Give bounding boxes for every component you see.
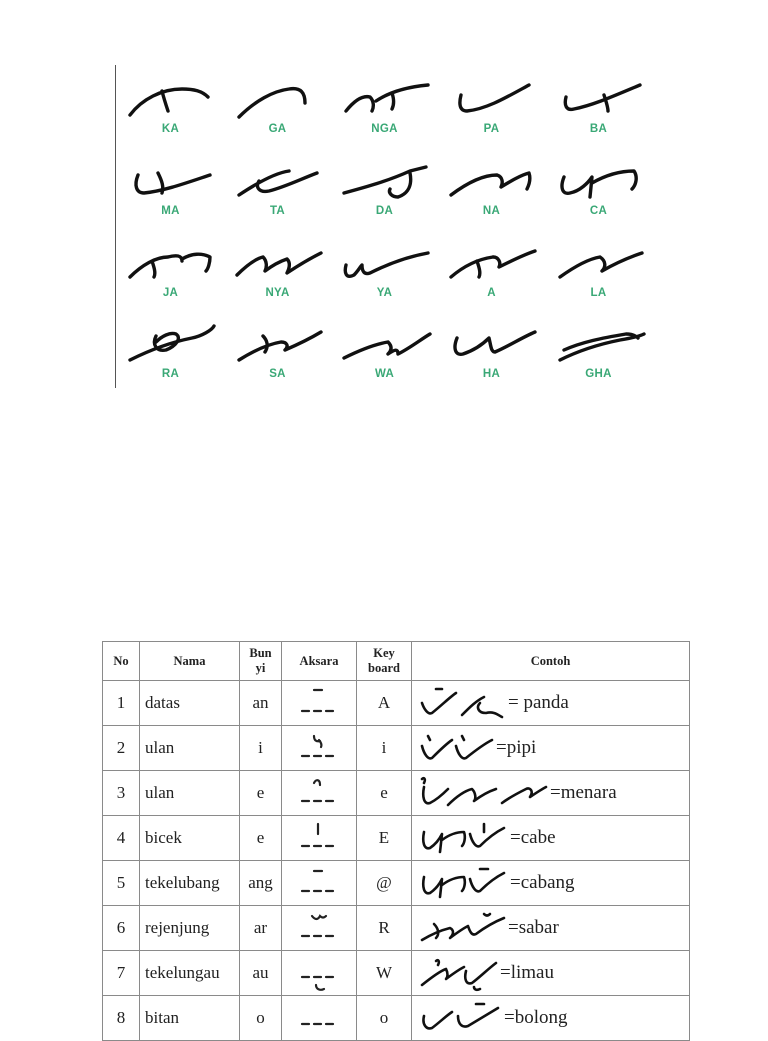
cell-no: 8 [103,996,140,1041]
table-row [103,906,690,951]
glyph-la [550,235,646,287]
glyph-ga [229,71,325,123]
cell-bunyi: i [240,726,282,771]
cell-keyboard: o [357,996,412,1041]
header-bunyi [240,642,282,681]
glyph-label: CA [589,205,608,217]
glyph-label: MA [161,205,180,217]
glyph-ya [336,235,432,287]
contoh-text: =limau [500,962,554,983]
glyph-nga [336,71,432,123]
glyph-cell-a [439,229,544,309]
cell-bunyi: au [240,951,282,996]
cell-no: 6 [103,906,140,951]
glyph-label: NGA [371,123,398,135]
cell-aksara [282,816,357,861]
cell-nama: datas [140,681,240,726]
table-row [103,951,690,996]
glyph-cell-ya [332,229,437,309]
glyph-cell-pa [439,65,544,145]
header-bunyi-line2: yi [255,661,266,675]
glyph-label: NA [482,205,501,217]
contoh-glyph-pipi [418,730,494,766]
glyph-ma [122,153,218,205]
contoh-text: =pipi [496,737,537,758]
cell-no: 2 [103,726,140,771]
glyph-label: HA [482,368,501,380]
glyph-label: LA [590,287,607,299]
cell-bunyi: ar [240,906,282,951]
cell-nama: bitan [140,996,240,1041]
glyph-gha [550,316,646,368]
glyph-cell-ha [439,310,544,390]
glyph-ta [229,153,325,205]
contoh-glyph-cabang [418,865,508,901]
glyph-cell-ta [225,147,330,227]
contoh-glyph-limau [418,955,498,991]
cell-keyboard: e [357,771,412,816]
glyph-da [336,153,432,205]
cell-aksara [282,951,357,996]
cell-bunyi: o [240,996,282,1041]
cell-contoh [412,726,690,771]
glyph-sa [229,316,325,368]
glyph-label: YA [376,287,393,299]
cell-aksara [282,996,357,1041]
glyph-label: PA [483,123,500,135]
glyph-label: SA [269,368,286,380]
cell-nama: bicek [140,816,240,861]
cell-keyboard: R [357,906,412,951]
header-no: No [103,642,140,681]
contoh-text: = panda [508,692,569,713]
cell-contoh [412,951,690,996]
contoh-text: =sabar [508,917,559,938]
glyph-ca [550,153,646,205]
table-row [103,726,690,771]
cell-nama: rejenjung [140,906,240,951]
glyph-pa [443,71,539,123]
aksara-mark-tekelubang [282,861,356,905]
cell-aksara [282,771,357,816]
cell-aksara [282,726,357,771]
glyph-cell-wa [332,310,437,390]
glyph-cell-ca [546,147,651,227]
header-aksara: Aksara [282,642,357,681]
contoh-text: =cabang [510,872,575,893]
aksara-consonant-chart [115,65,652,388]
glyph-cell-ra [118,310,223,390]
glyph-label: TA [269,205,286,217]
cell-keyboard: i [357,726,412,771]
cell-keyboard: W [357,951,412,996]
cell-aksara [282,861,357,906]
aksara-mark-ulan-i [282,726,356,770]
glyph-cell-sa [225,310,330,390]
cell-no: 4 [103,816,140,861]
glyph-label: GHA [585,368,612,380]
header-contoh: Contoh [412,642,690,681]
glyph-label: GA [268,123,287,135]
aksara-mark-bitan [282,996,356,1040]
cell-contoh [412,906,690,951]
glyph-cell-la [546,229,651,309]
table-row [103,861,690,906]
aksara-mark-tekelungau [282,951,356,995]
table-row [103,771,690,816]
cell-keyboard: E [357,816,412,861]
glyph-label: JA [162,287,179,299]
contoh-glyph-panda [418,685,506,721]
cell-contoh [412,996,690,1041]
contoh-glyph-sabar [418,910,506,946]
cell-bunyi: e [240,816,282,861]
cell-aksara [282,681,357,726]
cell-bunyi: ang [240,861,282,906]
header-keyboard-line1: Key [373,646,395,660]
cell-contoh [412,816,690,861]
sandangan-table [102,641,690,1041]
glyph-ba [550,71,646,123]
header-bunyi-line1: Bun [249,646,272,660]
cell-contoh [412,771,690,816]
cell-aksara [282,906,357,951]
contoh-glyph-bolong [418,1000,502,1036]
cell-contoh [412,681,690,726]
table-row [103,816,690,861]
table-row [103,681,690,726]
header-keyboard [357,642,412,681]
cell-bunyi: an [240,681,282,726]
glyph-cell-ja [118,229,223,309]
glyph-cell-da [332,147,437,227]
contoh-text: =bolong [504,1007,568,1028]
cell-no: 7 [103,951,140,996]
contoh-glyph-cabe [418,820,508,856]
glyph-ja [122,235,218,287]
aksara-mark-bicek [282,816,356,860]
glyph-na [443,153,539,205]
cell-nama: ulan [140,726,240,771]
glyph-wa [336,316,432,368]
glyph-cell-na [439,147,544,227]
glyph-ka [122,71,218,123]
cell-nama: tekelubang [140,861,240,906]
aksara-mark-ulan-e [282,771,356,815]
table-row [103,996,690,1041]
contoh-text: =cabe [510,827,556,848]
glyph-cell-nga [332,65,437,145]
glyph-cell-nya [225,229,330,309]
aksara-mark-rejenjung [282,906,356,950]
cell-no: 5 [103,861,140,906]
glyph-cell-ga [225,65,330,145]
cell-no: 3 [103,771,140,816]
glyph-ha [443,316,539,368]
header-nama: Nama [140,642,240,681]
cell-nama: tekelungau [140,951,240,996]
glyph-label: BA [589,123,608,135]
glyph-label: NYA [265,287,290,299]
cell-keyboard: A [357,681,412,726]
contoh-glyph-menara [418,775,548,811]
cell-bunyi: e [240,771,282,816]
cell-nama: ulan [140,771,240,816]
glyph-cell-ka [118,65,223,145]
glyph-label: RA [161,368,180,380]
glyph-cell-ba [546,65,651,145]
table-header-row [103,642,690,681]
glyph-label: WA [374,368,395,380]
glyph-ra [122,316,218,368]
glyph-nya [229,235,325,287]
glyph-label: A [487,287,496,299]
glyph-cell-gha [546,310,651,390]
cell-no: 1 [103,681,140,726]
cell-contoh [412,861,690,906]
contoh-text: =menara [550,782,617,803]
aksara-mark-datas [282,681,356,725]
glyph-cell-ma [118,147,223,227]
glyph-a [443,235,539,287]
cell-keyboard: @ [357,861,412,906]
glyph-label: KA [161,123,180,135]
header-keyboard-line2: board [368,661,400,675]
glyph-label: DA [375,205,394,217]
